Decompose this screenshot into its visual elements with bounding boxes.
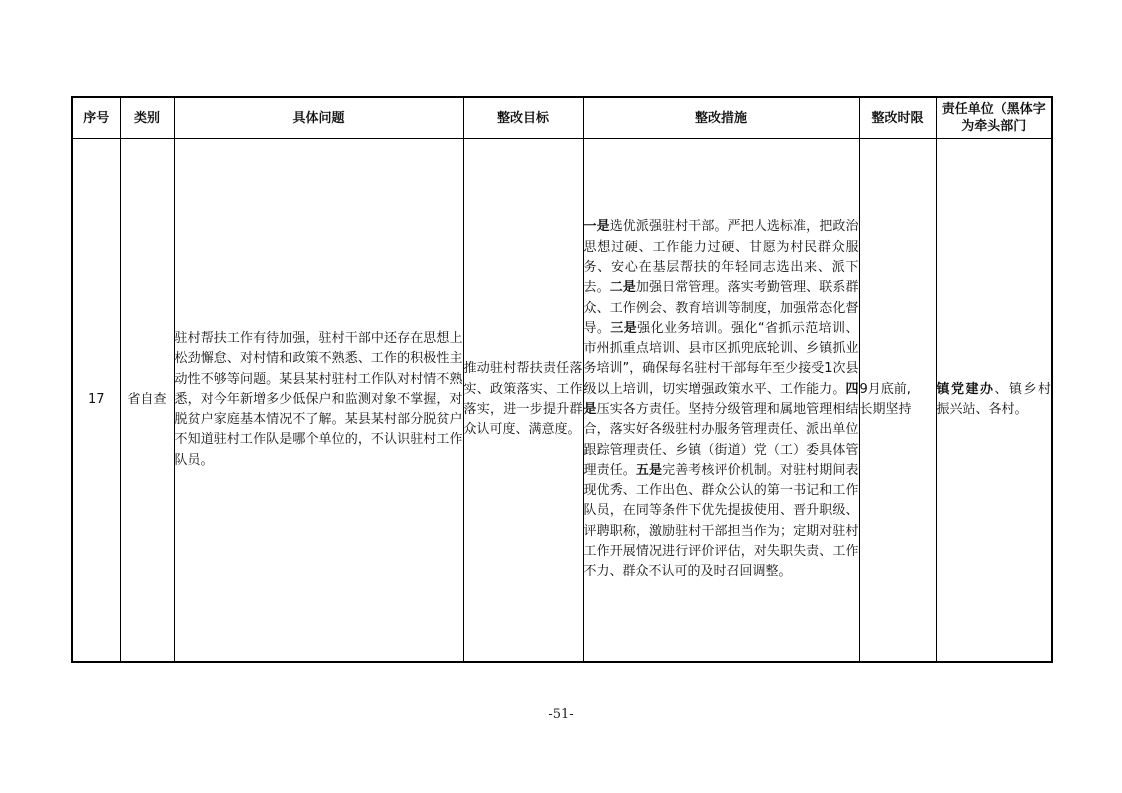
- cell-category: 省自查: [120, 139, 174, 663]
- header-no: 序号: [72, 97, 120, 139]
- header-category: 类别: [120, 97, 174, 139]
- deadline-line1: 9月底前,: [859, 381, 911, 397]
- lead-unit: 镇党建办: [936, 381, 995, 397]
- rectification-table: [71, 96, 1053, 663]
- header-measures: 整改措施: [583, 97, 859, 139]
- header-row: [72, 97, 1052, 139]
- deadline-line2: 长期坚持: [859, 402, 912, 417]
- measure-1-text: 选优派强驻村干部。严把人选标准，把政治思想过硬、工作能力过硬、甘愿为村民群众服务、安心在基层帮扶的年轻同志选出来、派下去。: [583, 219, 859, 296]
- cell-measures: [583, 139, 859, 663]
- table-row: [72, 139, 1052, 663]
- measure-2-marker: 二是: [609, 280, 636, 296]
- header-issue: 具体问题: [174, 97, 463, 139]
- page-number: -51-: [548, 707, 574, 722]
- measure-5-text: 完善考核评价机制。对驻村期间表现优秀、工作出色、群众公认的第一书记和工作队员，在同等条件下优先提拔使用、晋升职级、评聘职称，激励驻村干部担当作为；定期对驻村工作开展情况进行评价评估，对失职失责、工作不力、群众不认可的及时召回调整。: [583, 462, 859, 580]
- header-target: 整改目标: [463, 97, 583, 139]
- cell-responsible-unit: [936, 139, 1052, 663]
- other-units: 、镇乡村振兴站、各村。: [936, 381, 1051, 417]
- measure-1-marker: 一是: [583, 219, 610, 235]
- header-deadline: 整改时限: [859, 97, 936, 139]
- cell-no: 17: [72, 139, 120, 663]
- cell-deadline: [859, 139, 936, 663]
- measure-5-marker: 五是: [635, 462, 663, 478]
- header-unit-line1: 责任单位（黑体字: [941, 102, 1046, 117]
- measure-4-marker: 四是: [583, 381, 859, 417]
- cell-issue: 驻村帮扶工作有待加强，驻村干部中还存在思想上松劲懈怠、对村情和政策不熟悉、工作的积极性主动性不够等问题。某县某村驻村工作队对村情不熟悉，对今年新增多少低保户和监测对象不掌握，对脱贫户家庭基本情况不了解。某县某村部分脱贫户不知道驻村工作队是哪个单位的，不认识驻村工作队员。: [174, 139, 463, 663]
- measure-3-marker: 三是: [610, 320, 638, 336]
- header-responsible-unit: [936, 97, 1052, 139]
- cell-target: 推动驻村帮扶责任落实、政策落实、工作落实，进一步提升群众认可度、满意度。: [463, 139, 583, 663]
- measure-3-text: 强化业务培训。强化“省抓示范培训、市州抓重点培训、县市区抓兜底轮训、乡镇抓业务培训”，确保每名驻村干部每年至少接受1次县级以上培训，切实增强政策水平、工作能力。: [583, 320, 859, 397]
- measure-4-text: 压实各方责任。坚持分级管理和属地管理相结合，落实好各级驻村办服务管理责任、派出单位跟踪管理责任、乡镇（街道）党（工）委具体管理责任。: [583, 402, 859, 478]
- measure-2-text: 加强日常管理。落实考勤管理、联系群众、工作例会、教育培训等制度，加强常态化督导。: [583, 280, 859, 336]
- header-unit-line2: 为牵头部门: [961, 119, 1027, 134]
